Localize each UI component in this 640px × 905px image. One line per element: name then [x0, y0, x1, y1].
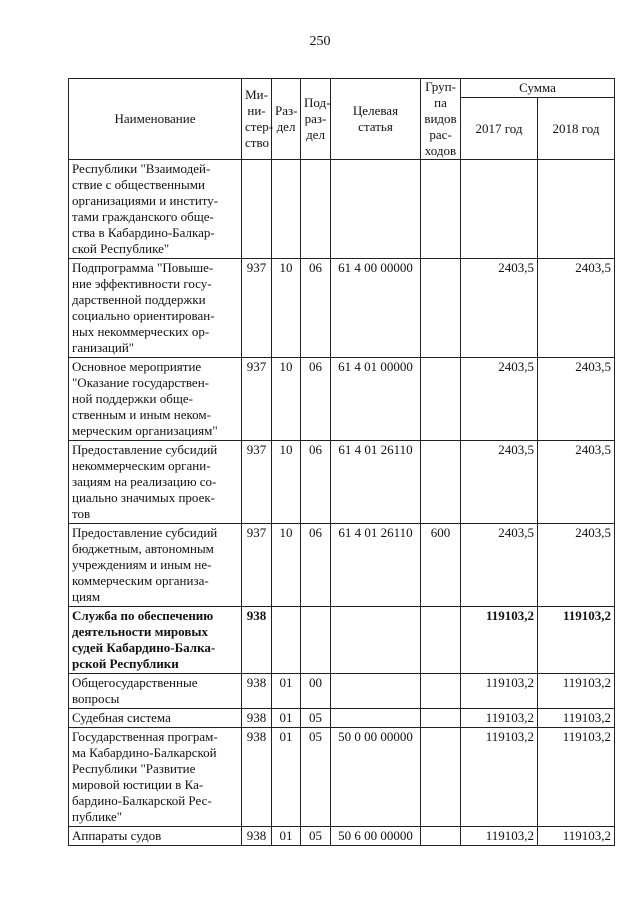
cell-group [421, 607, 461, 674]
page-number: 250 [309, 34, 331, 49]
cell-sum-2018: 2403,5 [538, 358, 615, 441]
cell-target: 61 4 01 26110 [331, 524, 421, 607]
cell-section: 10 [272, 259, 301, 358]
cell-target: 50 6 00 00000 [331, 827, 421, 846]
header-name: Наименование [69, 79, 242, 160]
cell-sum-2018: 2403,5 [538, 441, 615, 524]
cell-subsection: 05 [301, 728, 331, 827]
cell-ministry: 938 [242, 728, 272, 827]
header-2017: 2017 год [461, 98, 538, 160]
header-group: Груп- па видов рас- ходов [421, 79, 461, 160]
cell-section: 10 [272, 441, 301, 524]
table-row [69, 709, 615, 728]
cell-section: 01 [272, 709, 301, 728]
cell-target [331, 674, 421, 709]
cell-group [421, 674, 461, 709]
cell-sum-2017: 119103,2 [461, 827, 538, 846]
cell-name: Предоставление субсидий бюджетным, автономным учреждениям и иным не- коммерческим организа- циям [69, 524, 242, 607]
table-row [69, 259, 615, 358]
cell-ministry: 938 [242, 674, 272, 709]
cell-name: Подпрограмма "Повыше- ние эффективности госу- дарственной поддержки социально ориентирован- ных некоммерческих ор- ганизаций" [69, 259, 242, 358]
table-row [69, 160, 615, 259]
cell-subsection: 00 [301, 674, 331, 709]
cell-sum-2017: 2403,5 [461, 259, 538, 358]
table-row [69, 827, 615, 846]
cell-ministry: 937 [242, 441, 272, 524]
cell-target [331, 607, 421, 674]
cell-name: Судебная система [69, 709, 242, 728]
cell-sum-2018: 119103,2 [538, 827, 615, 846]
cell-name: Общегосударственные вопросы [69, 674, 242, 709]
cell-name: Республики "Взаимодей- ствие с общественными организациями и институ- тами гражданского обще- ства в Кабардино-Балкар- ской Республике" [69, 160, 242, 259]
cell-subsection: 05 [301, 709, 331, 728]
cell-subsection: 06 [301, 259, 331, 358]
cell-target [331, 709, 421, 728]
cell-subsection: 05 [301, 827, 331, 846]
cell-sum-2017 [461, 160, 538, 259]
cell-subsection: 06 [301, 441, 331, 524]
cell-group: 600 [421, 524, 461, 607]
cell-ministry: 937 [242, 358, 272, 441]
cell-target: 61 4 00 00000 [331, 259, 421, 358]
cell-sum-2018: 2403,5 [538, 259, 615, 358]
table-row [69, 441, 615, 524]
cell-subsection [301, 607, 331, 674]
cell-name: Аппараты судов [69, 827, 242, 846]
cell-group [421, 827, 461, 846]
table-row [69, 358, 615, 441]
cell-subsection: 06 [301, 358, 331, 441]
cell-ministry: 938 [242, 827, 272, 846]
cell-ministry: 938 [242, 607, 272, 674]
cell-group [421, 160, 461, 259]
cell-name: Служба по обеспечению деятельности мировых судей Кабардино-Балка- рской Республики [69, 607, 242, 674]
table-row [69, 674, 615, 709]
cell-target: 50 0 00 00000 [331, 728, 421, 827]
cell-ministry: 937 [242, 524, 272, 607]
cell-group [421, 441, 461, 524]
cell-section: 10 [272, 524, 301, 607]
cell-section: 01 [272, 728, 301, 827]
cell-sum-2017: 119103,2 [461, 709, 538, 728]
cell-sum-2017: 119103,2 [461, 674, 538, 709]
cell-ministry: 938 [242, 709, 272, 728]
header-subsection: Под- раз- дел [301, 79, 331, 160]
cell-group [421, 259, 461, 358]
cell-sum-2018 [538, 160, 615, 259]
header-2018: 2018 год [538, 98, 615, 160]
cell-target: 61 4 01 26110 [331, 441, 421, 524]
table-row [69, 524, 615, 607]
cell-name: Основное мероприятие "Оказание государствен- ной поддержки обще- ственным и иным неком- мерческим организациям" [69, 358, 242, 441]
cell-section [272, 607, 301, 674]
header-section: Раз- дел [272, 79, 301, 160]
cell-sum-2018: 2403,5 [538, 524, 615, 607]
cell-target: 61 4 01 00000 [331, 358, 421, 441]
table-row [69, 728, 615, 827]
cell-section [272, 160, 301, 259]
cell-name: Государственная програм- ма Кабардино-Балкарской Республики "Развитие мировой юстиции в Ка- бардино-Балкарской Рес- публике" [69, 728, 242, 827]
table-row [69, 607, 615, 674]
cell-sum-2018: 119103,2 [538, 674, 615, 709]
header-row [69, 79, 615, 98]
cell-target [331, 160, 421, 259]
cell-sum-2017: 119103,2 [461, 728, 538, 827]
cell-subsection [301, 160, 331, 259]
cell-section: 01 [272, 827, 301, 846]
cell-sum-2018: 119103,2 [538, 728, 615, 827]
cell-ministry: 937 [242, 259, 272, 358]
cell-sum-2017: 2403,5 [461, 441, 538, 524]
cell-name: Предоставление субсидий некоммерческим органи- зациям на реализацию со- циально значимых проек- тов [69, 441, 242, 524]
budget-table [68, 78, 615, 846]
cell-section: 01 [272, 674, 301, 709]
cell-group [421, 728, 461, 827]
cell-group [421, 709, 461, 728]
header-target: Целевая статья [331, 79, 421, 160]
cell-sum-2018: 119103,2 [538, 709, 615, 728]
cell-sum-2017: 119103,2 [461, 607, 538, 674]
cell-sum-2017: 2403,5 [461, 358, 538, 441]
header-ministry: Ми- ни- стер- ство [242, 79, 272, 160]
header-sum: Сумма [461, 79, 615, 98]
cell-section: 10 [272, 358, 301, 441]
cell-sum-2018: 119103,2 [538, 607, 615, 674]
cell-sum-2017: 2403,5 [461, 524, 538, 607]
table-body [69, 160, 615, 846]
cell-ministry [242, 160, 272, 259]
cell-group [421, 358, 461, 441]
cell-subsection: 06 [301, 524, 331, 607]
